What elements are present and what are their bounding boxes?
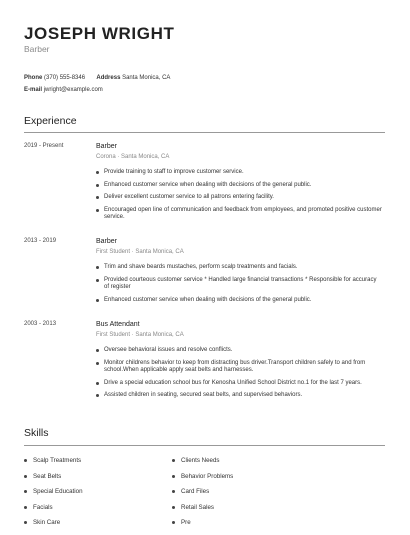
job-employer: First Student · Santa Monica, CA bbox=[96, 249, 184, 255]
job-title: Barber bbox=[96, 143, 118, 150]
skill-item: Seat Belts bbox=[24, 473, 83, 489]
job-bullet: Monitor childrens behavior to keep from distracting bus driver.Transport children safely to and from school.When applicable apply seat belts and harnesses. bbox=[96, 360, 382, 375]
skill-item: Card Files bbox=[172, 488, 233, 504]
job-bullet: Provide training to staff to improve customer service. bbox=[96, 169, 382, 177]
address-label: Address bbox=[96, 75, 121, 81]
job-bullets bbox=[96, 264, 382, 309]
job-bullet: Assisted children in seating, secured seat belts, and supervised behaviors. bbox=[96, 392, 382, 400]
candidate-name: JOSEPH WRIGHT bbox=[24, 24, 175, 43]
skill-item: Skin Care bbox=[24, 519, 83, 535]
experience-heading: Experience bbox=[24, 115, 77, 127]
skills-divider bbox=[24, 445, 385, 446]
skills-column-right bbox=[172, 457, 233, 535]
skill-item: Behavior Problems bbox=[172, 473, 233, 489]
job-dates: 2003 - 2013 bbox=[24, 321, 57, 327]
job-bullet: Encouraged open line of communication and feedback from employees, and promoted positive customer service. bbox=[96, 207, 382, 222]
job-dates: 2013 - 2019 bbox=[24, 238, 57, 244]
job-bullet: Provided courteous customer service * Handled large financial transactions * Responsible for accuracy of register bbox=[96, 277, 382, 292]
phone-label: Phone bbox=[24, 75, 43, 81]
job-bullet: Trim and shave beards mustaches, perform scalp treatments and facials. bbox=[96, 264, 382, 272]
job-dates: 2019 - Present bbox=[24, 143, 64, 149]
skills-heading: Skills bbox=[24, 427, 49, 439]
job-title: Barber bbox=[96, 238, 118, 245]
job-employer: Corona · Santa Monica, CA bbox=[96, 154, 170, 160]
job-employer: First Student · Santa Monica, CA bbox=[96, 332, 184, 338]
contact-line-2 bbox=[24, 87, 103, 93]
email-value: jwright@example.com bbox=[43, 87, 103, 93]
skill-item: Clients Needs bbox=[172, 457, 233, 473]
job-bullet: Deliver excellent customer service to all patrons entering facility. bbox=[96, 194, 382, 202]
job-bullets bbox=[96, 169, 382, 227]
skills-column-left bbox=[24, 457, 83, 535]
job-bullet: Enhanced customer service when dealing with decisions of the general public. bbox=[96, 297, 382, 305]
candidate-title: Barber bbox=[24, 44, 50, 54]
email-label: E-mail bbox=[24, 87, 43, 93]
skill-item: Facials bbox=[24, 504, 83, 520]
job-bullet: Enhanced customer service when dealing with decisions of the general public. bbox=[96, 182, 382, 190]
skill-item: Scalp Treatments bbox=[24, 457, 83, 473]
phone-value: (370) 555-8346 bbox=[44, 75, 86, 81]
job-bullet: Drive a special education school bus for Kenosha Unified School District no.1 for the last 7 years. bbox=[96, 380, 382, 388]
skill-item: Pre bbox=[172, 519, 233, 535]
skill-item: Special Education bbox=[24, 488, 83, 504]
experience-divider bbox=[24, 132, 385, 133]
address-value: Santa Monica, CA bbox=[122, 75, 171, 81]
job-title: Bus Attendant bbox=[96, 321, 140, 328]
contact-line-1 bbox=[24, 75, 170, 81]
skill-item: Retail Sales bbox=[172, 504, 233, 520]
job-bullets bbox=[96, 347, 382, 405]
job-bullet: Oversee behavioral issues and resolve conflicts. bbox=[96, 347, 382, 355]
